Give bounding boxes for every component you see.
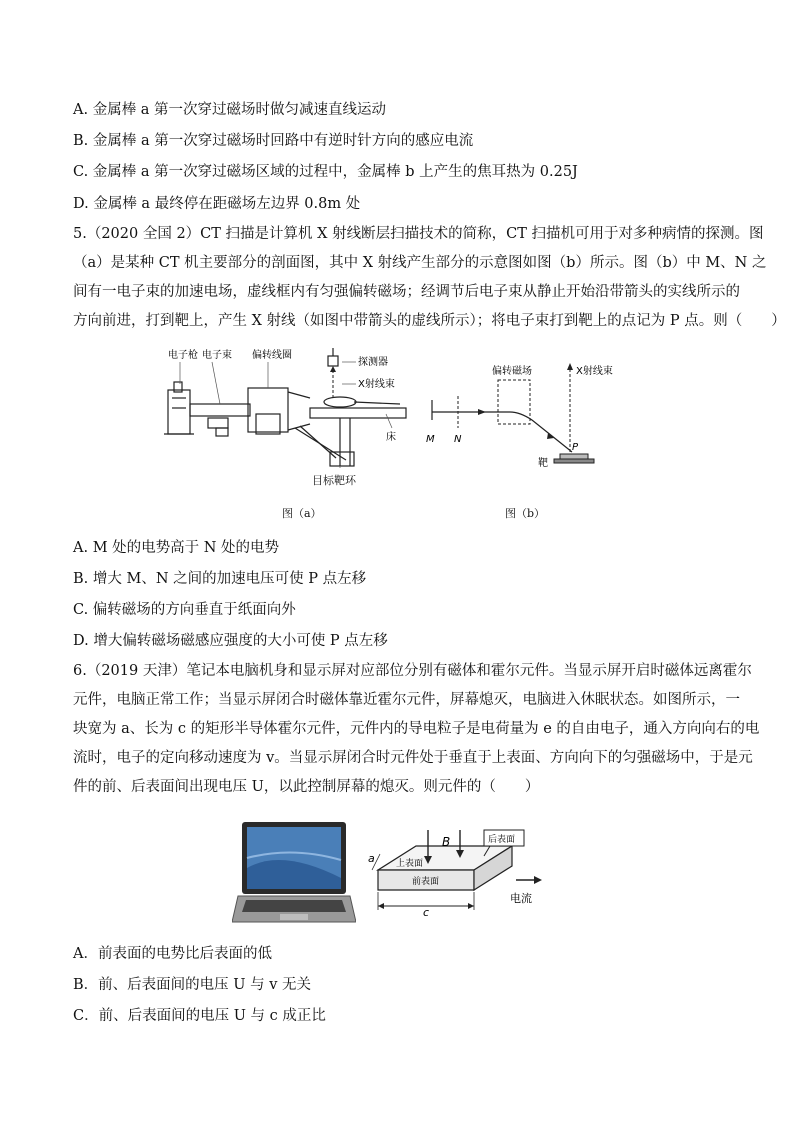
- q6-stem-line: 元件，电脑正常工作；当显示屏闭合时磁体靠近霍尔元件，屏幕熄灭，电脑进入休眠状态。如图所示，一: [73, 692, 740, 708]
- hall-label-current: 电流: [510, 892, 532, 905]
- q5-option-c[interactable]: C. 偏转磁场的方向垂直于纸面向外: [73, 602, 296, 618]
- hall-label-a: a: [368, 852, 375, 865]
- fig-a-label-target: 目标靶环: [312, 474, 356, 487]
- q5-stem: [73, 220, 786, 336]
- figure-a-ct-machine: [160, 348, 410, 468]
- q5-stem-line: 5.（2020 全国 2）CT 扫描是计算机 X 射线断层扫描技术的简称，CT 扫描机可用于对多种病情的探测。图: [73, 226, 764, 242]
- q4-option-d[interactable]: D. 金属棒 a 最终停在距磁场左边界 0.8m 处: [73, 196, 361, 212]
- q6-option-c[interactable]: C．前、后表面间的电压 U 与 c 成正比: [73, 1008, 326, 1024]
- figure-a-caption: 图（a）: [282, 507, 322, 520]
- q5-stem-line: （a）是某种 CT 机主要部分的剖面图，其中 X 射线产生部分的示意图如图（b）所示。图（b）中 M、N 之: [73, 255, 767, 271]
- fig-b-label-xray: X射线束: [576, 366, 613, 377]
- q5-stem-line: 间有一电子束的加速电场，虚线框内有匀强偏转磁场；经调节后电子束从静止开始沿带箭头的实线所示的: [73, 284, 740, 300]
- q4-option-b[interactable]: B. 金属棒 a 第一次穿过磁场时回路中有逆时针方向的感应电流: [73, 133, 474, 149]
- hall-label-b: B: [442, 835, 451, 849]
- fig-a-label-detector: 探测器: [358, 357, 388, 368]
- fig-a-label-gun: 电子枪: [168, 350, 198, 361]
- fig-a-label-bed: 床: [386, 432, 396, 443]
- q6-stem-line: 块宽为 a、长为 c 的矩形半导体霍尔元件，元件内的导电粒子是电荷量为 e 的自由电子，通入方向向右的电: [73, 721, 760, 737]
- q6-stem-line: 件的前、后表面间出现电压 U，以此控制屏幕的熄灭。则元件的（ ）: [73, 779, 540, 795]
- fig-a-label-xray: X射线束: [358, 379, 395, 390]
- q4-option-c[interactable]: C. 金属棒 a 第一次穿过磁场区域的过程中，金属棒 b 上产生的焦耳热为 0.25J: [73, 164, 578, 180]
- hall-label-c: c: [423, 906, 430, 918]
- q6-stem-line: 6.（2019 天津）笔记本电脑机身和显示屏对应部位分别有磁体和霍尔元件。当显示屏开启时磁体远离霍尔: [73, 663, 752, 679]
- fig-b-label-target: 靶: [538, 458, 548, 469]
- q6-stem-line: 流时，电子的定向移动速度为 v。当显示屏闭合时元件处于垂直于上表面、方向向下的匀强磁场中，于是元: [73, 750, 753, 766]
- hall-element-figure: [366, 826, 542, 918]
- hall-label-back: 后表面: [488, 835, 516, 845]
- laptop-illustration: [232, 818, 356, 928]
- fig-b-label-n: N: [454, 434, 462, 445]
- q4-option-a[interactable]: A. 金属棒 a 第一次穿过磁场时做匀减速直线运动: [73, 102, 387, 118]
- q6-option-a[interactable]: A．前表面的电势比后表面的低: [73, 946, 272, 962]
- q5-option-a[interactable]: A. M 处的电势高于 N 处的电势: [73, 540, 280, 556]
- fig-a-label-beam: 电子束: [202, 350, 232, 361]
- q6-stem: [73, 657, 760, 802]
- q6-option-b[interactable]: B．前、后表面间的电压 U 与 v 无关: [73, 977, 312, 993]
- q5-option-d[interactable]: D. 增大偏转磁场磁感应强度的大小可使 P 点左移: [73, 633, 388, 649]
- figure-b-deflection: [420, 360, 620, 470]
- hall-label-top: 上表面: [396, 859, 424, 869]
- fig-b-label-field: 偏转磁场: [492, 366, 532, 377]
- fig-a-label-coil: 偏转线圈: [252, 350, 292, 361]
- fig-b-label-p: P: [572, 442, 579, 453]
- q5-stem-line: 方向前进，打到靶上，产生 X 射线（如图中带箭头的虚线所示）；将电子束打到靶上的点记为 P 点。则（ ）: [73, 313, 786, 329]
- q5-option-b[interactable]: B. 增大 M、N 之间的加速电压可使 P 点左移: [73, 571, 367, 587]
- hall-label-front: 前表面: [412, 877, 440, 887]
- fig-b-label-m: M: [426, 434, 435, 445]
- figure-b-caption: 图（b）: [505, 507, 546, 520]
